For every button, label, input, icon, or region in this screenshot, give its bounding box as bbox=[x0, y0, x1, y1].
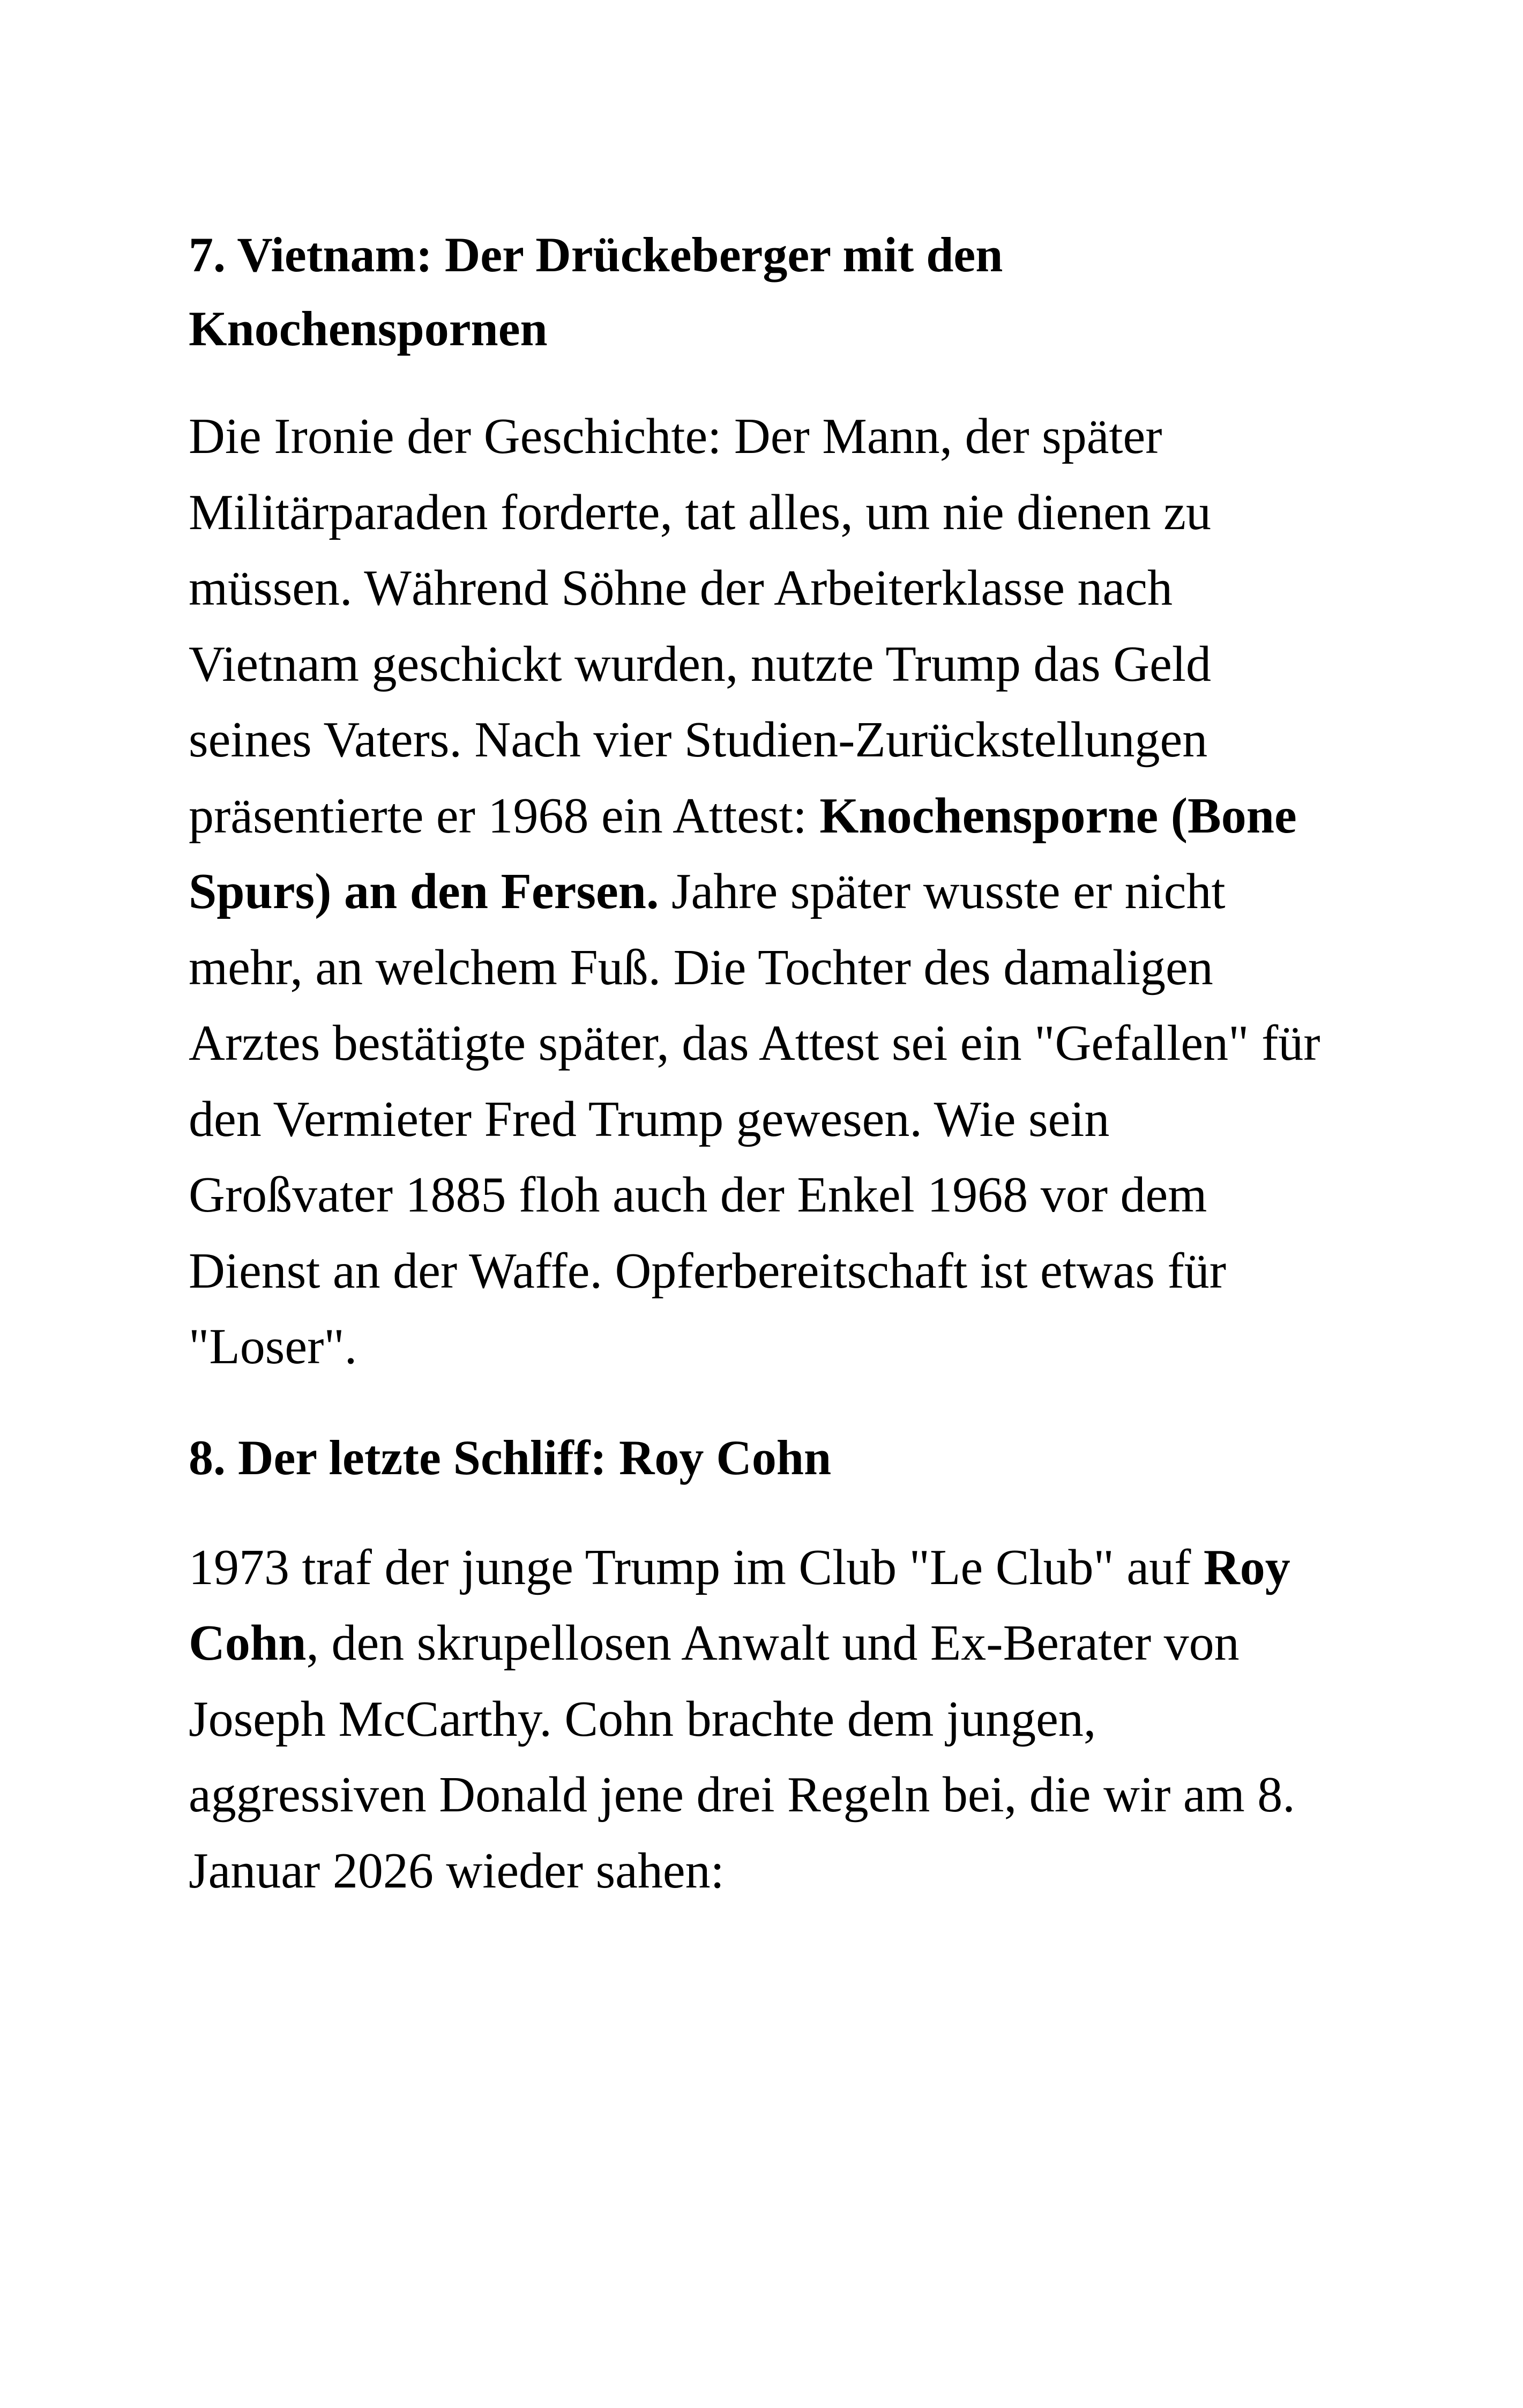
document-page bbox=[189, 218, 1325, 1909]
section-roy-cohn bbox=[189, 1421, 1325, 1909]
paragraph-text: , den skrupellosen Anwalt und Ex-Berater von Joseph McCarthy. Cohn brachte dem jungen, aggressiven Donald jene drei Regeln bei, die wir am 8. Januar 2026 wieder sahen: bbox=[189, 1615, 1295, 1899]
emphasis-text: Knochensporne (Bone Spurs) an den Fersen. bbox=[189, 787, 1297, 919]
section-heading: 8. Der letzte Schliff: Roy Cohn bbox=[189, 1430, 832, 1485]
paragraph-text: Jahre später wusste er nicht mehr, an welchem Fuß. Die Tochter des damaligen Arztes bestätigte später, das Attest sei ein "Gefallen" für den Vermieter Fred Trump gewesen. Wie sein Großvater 1885 floh auch der Enkel 1968 vor dem Dienst an der Waffe. Opferbereitschaft ist etwas für "Loser". bbox=[189, 864, 1320, 1374]
paragraph-text: Die Ironie der Geschichte: Der Mann, der später Militärparaden forderte, tat alles, um nie dienen zu müssen. Während Söhne der Arbeiterklasse nach Vietnam geschickt wurden, nutzte Trump das Geld seines Vaters. Nach vier Studien-Zurückstellungen präsentierte er 1968 ein Attest: bbox=[189, 408, 1211, 844]
section-paragraph bbox=[189, 399, 1325, 1385]
section-heading: 7. Vietnam: Der Drückeberger mit den Knochenspornen bbox=[189, 227, 1003, 356]
section-paragraph bbox=[189, 1530, 1325, 1909]
emphasis-text: Roy Cohn bbox=[189, 1539, 1290, 1671]
section-vietnam bbox=[189, 218, 1325, 1385]
paragraph-text: 1973 traf der junge Trump im Club "Le Club" auf bbox=[189, 1539, 1204, 1595]
